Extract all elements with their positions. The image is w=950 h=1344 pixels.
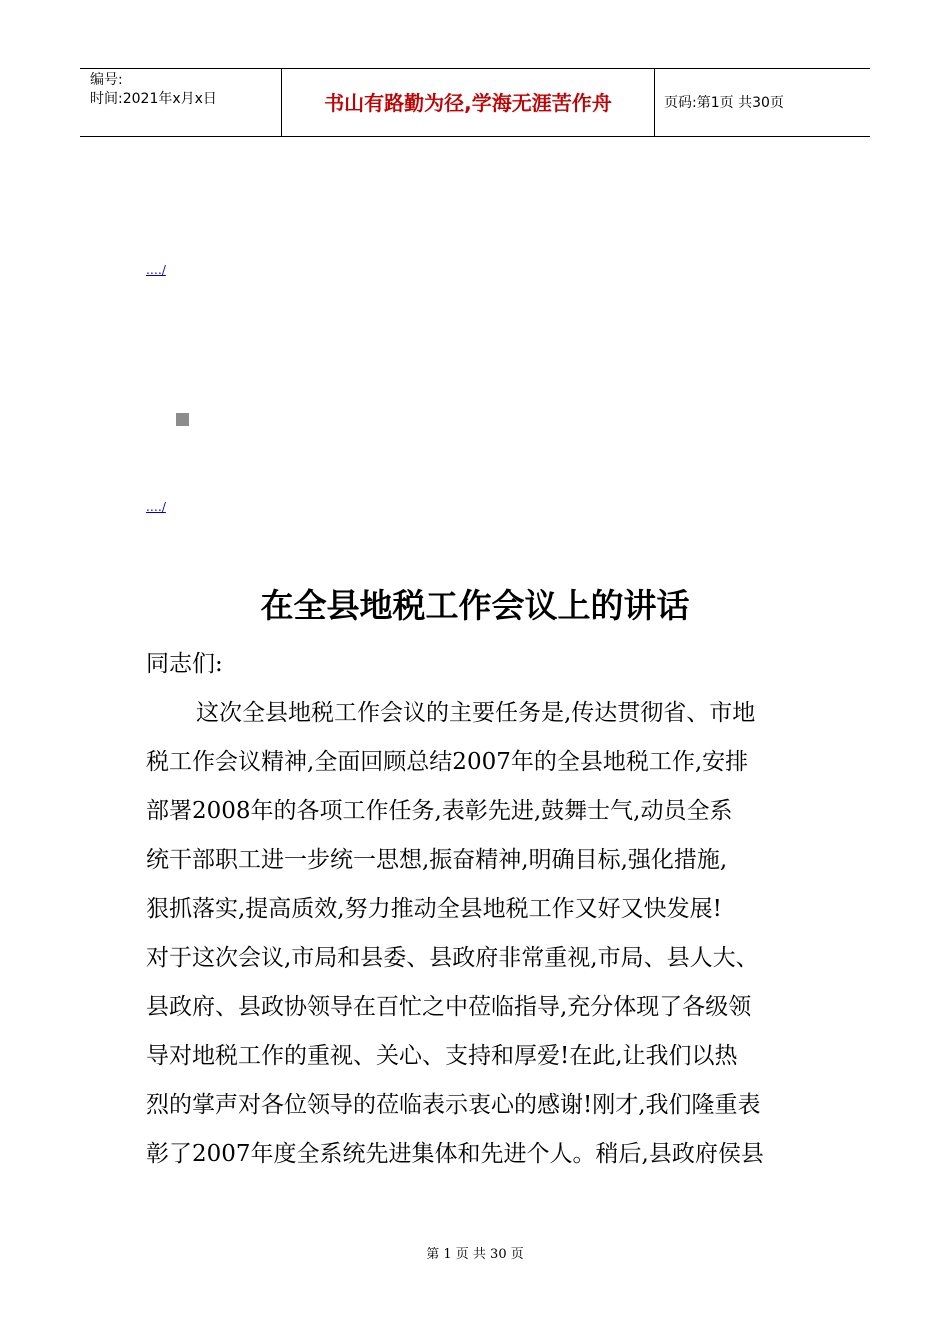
body-line: 税工作会议精神,全面回顾总结2007年的全县地税工作,安排 bbox=[146, 749, 749, 775]
link-2[interactable]: .…/ bbox=[146, 500, 166, 514]
body-line: 县政府、县政协领导在百忙之中莅临指导,充分体现了各级领 bbox=[146, 994, 752, 1020]
body-line: 彰了2007年度全系统先进集体和先进个人。稍后,县政府侯县 bbox=[146, 1141, 764, 1167]
body-line: 导对地税工作的重视、关心、支持和厚爱!在此,让我们以热 bbox=[146, 1043, 738, 1069]
document-header bbox=[80, 68, 870, 137]
document-title: 在全县地税工作会议上的讲话 bbox=[260, 586, 690, 625]
header-info-cell bbox=[80, 69, 282, 136]
body-line: 这次全县地税工作会议的主要任务是,传达贯彻省、市地 bbox=[196, 700, 756, 726]
link-1[interactable]: .…/ bbox=[146, 263, 166, 277]
header-page-info: 页码:第1页 共30页 bbox=[664, 95, 784, 111]
body-line: 烈的掌声对各位领导的莅临表示衷心的感谢!刚才,我们隆重表 bbox=[146, 1092, 761, 1118]
document-body bbox=[146, 640, 806, 1179]
image-placeholder-icon bbox=[176, 413, 189, 426]
motto-text: 书山有路勤为径,学海无涯苦作舟 bbox=[324, 91, 612, 115]
body-line: 狠抓落实,提高质效,努力推动全县地税工作又好又快发展! bbox=[146, 896, 722, 922]
salutation-line: 同志们: bbox=[146, 651, 223, 677]
number-label: 编号: bbox=[90, 72, 123, 88]
header-motto-cell bbox=[282, 69, 655, 136]
header-page-cell bbox=[655, 69, 870, 136]
body-line: 统干部职工进一步统一思想,振奋精神,明确目标,强化措施, bbox=[146, 847, 728, 873]
page-footer: 第 1 页 共 30 页 bbox=[426, 1247, 524, 1262]
time-label: 时间:2021年x月x日 bbox=[90, 91, 217, 107]
body-line: 部署2008年的各项工作任务,表彰先进,鼓舞士气,动员全系 bbox=[146, 798, 733, 824]
body-line: 对于这次会议,市局和县委、县政府非常重视,市局、县人大、 bbox=[146, 945, 759, 971]
